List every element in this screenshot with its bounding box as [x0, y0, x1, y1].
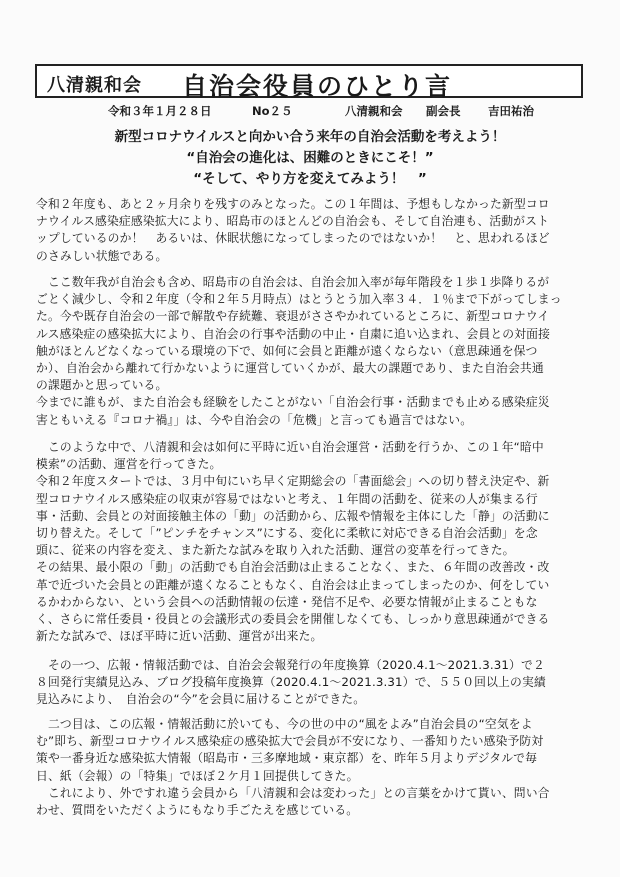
paragraph-5: 二つ目は、この広報・情報活動に於いても、今の世の中の“風をよみ”自治会員の“空気をよ む”即ち、新型コロナウイルス感染症の感染拡大で会員が不安になり、一番知りたい感染予防対 策や一番身近な感染拡大情報（昭島市・三多摩地域・東京都）を、昨年５月よりデジタルで毎 日、紙（会報）の「特集」でほぼ２ケ月１回提供してきた。 これにより、外ですれ違う会員から「八清親和会は変わった」との言葉をかけて貰い、問い合 わせ、質問をいただくようにもなり手ごたえを感じている。: [36, 717, 550, 818]
org-name: 八清親和会: [47, 75, 142, 96]
issue-date: 令和３年１月２８日: [108, 104, 212, 118]
headline-sub-2: “そして、やり方を変えてみよう！ ”: [193, 171, 427, 187]
author-name: 吉田祐治: [488, 104, 534, 118]
headline-sub-1: “自治会の進化は、困難のときにこそ！”: [186, 150, 434, 166]
paragraph-4: その一つ、広報・情報活動では、自治会会報発行の年度換算（2020.4.1～2021.3.31）で２ ８回発行実績見込み、ブログ投稿年度換算（2020.4.1～2021.3.31）で、５５０回以上の実績 見込みにより、 自治会の“今”を会員に届けることができた。: [36, 658, 546, 707]
issue-number: No２５: [252, 104, 293, 118]
paragraph-3: このような中で、八清親和会は如何に平時に近い自治会運営・活動を行うか、この１年“暗中 模索”の活動、運営を行ってきた。 令和２年度スタートでは、３月中旬にいち早く定期総会の「書面総会」への切り替え決定や、新 型コロナウイルス感染症の収束が容易ではないと考え、１年間の活動を、従来の人が集まる行 事・活動、会員との対面接触主体の「動」の活動から、広報や情報を主体にした「静」の活動に 切り替えた。そして「”ピンチをチャンス”にする、変化に柔軟に対応できる自治会活動」を念 頭に、従来の内容を変え、また新たな試みを取り入れた活動、運営の変革を行ってきた。 その結果、最小限の「動」の活動でも自治会活動は止まることなく、また、６年間の改善改・改 革で近づいた会員との距離が遠くなることもなく、自治会は止まってしまったのか、何をしてい るかわからない、という会員への活動情報の伝達・発信不足や、必要な情報が止まることもな く、さらに常任委員・役員との会議形式の委員会を開催しなくても、しっかり意思疎通ができる 新たな試みで、ほぼ平時に近い活動、運営が出来た。: [36, 440, 550, 644]
headline-main: 新型コロナウイルスと向かい合う来年の自治会活動を考えよう！: [114, 129, 506, 145]
author-role: 副会長: [426, 104, 461, 118]
paragraph-1: 令和２年度も、あと２ヶ月余りを残すのみとなった。この１年間は、予想もしなかった新型コロ ナウイルス感染症感染拡大により、昭島市のほとんどの自治会も、そして自治連も、活動がスト ップしているのか！ あるいは、休眠状態になってしまったのではないか！ と、思われるほど のさみしい状態である。: [36, 197, 550, 263]
page-title: 自治会役員のひとり言: [182, 72, 453, 101]
author-org: 八清親和会: [345, 104, 403, 118]
masthead: [35, 64, 583, 101]
paragraph-2: ここ数年我が自治会も含め、昭島市の自治会は、自治会加入率が毎年階段を１歩１歩降りるが ごとく減少し、令和２年度（令和２年５月時点）はとうとう加入率３４．１％まで下がってしまっ た。今や既存自治会の一部で解散や存続難、衰退がささやかれているところに、新型コロナウイ ルス感染症の感染拡大により、自治会の行事や活動の中止・自粛に追い込まれ、会員との対面接 触がほとんどなくなっている環境の下で、如何に会員と距離が遠くならない（意思疎通を保つ か）、自治会から離れて行かないように運営していくかが、最大の課題であり、また自治会共通 の課題かと思っている。 今までに誰もが、また自治会も経験をしたことがない「自治会行事・活動までも止める感染症災 害ともいえる『コロナ禍』」は、今や自治会の「危機」と言っても過言ではない。: [36, 275, 562, 427]
